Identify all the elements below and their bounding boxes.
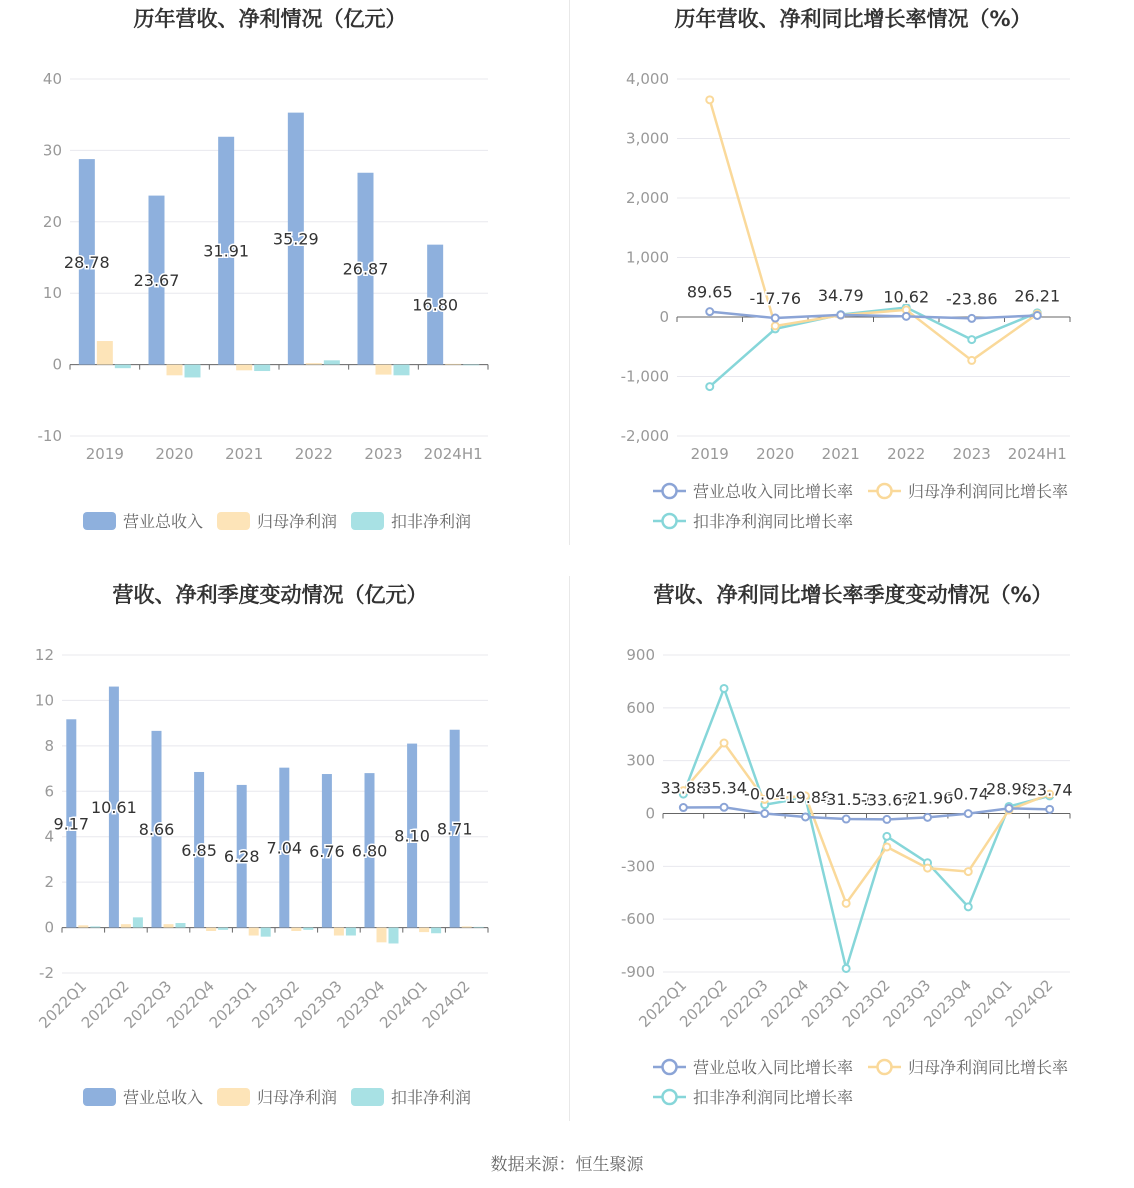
bar-value-label: 16.80 — [412, 295, 459, 315]
y-tick-label: -2 — [39, 964, 54, 982]
line-point — [706, 383, 713, 390]
legend-label: 营业总收入同比增长率 — [693, 1058, 854, 1077]
line-value-label: -17.76 — [749, 289, 802, 309]
x-tick-label: 2022Q4 — [757, 976, 813, 1031]
x-tick-label: 2023Q4 — [920, 976, 976, 1031]
x-tick-label: 2023Q1 — [798, 976, 853, 1031]
line-point — [706, 308, 713, 315]
x-tick-label: 2022 — [887, 445, 926, 463]
legend-label: 扣非净利润同比增长率 — [693, 512, 854, 531]
bar-value-label: 31.91 — [203, 241, 250, 261]
chart-title: 营收、净利同比增长率季度变动情况（%） — [653, 583, 1053, 607]
chart-svg-3 — [567, 576, 1134, 1152]
bar-value-label: 26.87 — [342, 259, 389, 279]
x-tick-label: 2023Q1 — [205, 977, 261, 1032]
x-tick-label: 2023 — [364, 445, 403, 463]
legend-label: 归母净利润同比增长率 — [908, 482, 1069, 501]
bar-net-profit — [121, 924, 131, 927]
bar-deducted-profit — [115, 365, 131, 369]
legend-swatch-marker — [878, 484, 892, 498]
bar-deducted-profit — [389, 928, 399, 944]
line-point — [721, 804, 728, 811]
line-point — [772, 322, 779, 329]
quarterly-growth-rate-chart — [567, 576, 1134, 1152]
x-tick-label: 2023Q3 — [290, 977, 346, 1032]
legend-swatch — [351, 512, 384, 530]
y-tick-label: 10 — [34, 691, 54, 710]
line-point — [924, 865, 931, 872]
x-tick-label: 2023Q2 — [248, 977, 304, 1032]
line-point — [965, 868, 972, 875]
legend-swatch-marker — [663, 1090, 677, 1104]
bar-value-label: 35.29 — [272, 229, 319, 249]
bar-net-profit — [462, 926, 472, 927]
x-tick-label: 2021 — [821, 445, 860, 463]
bar-value-label: 23.67 — [133, 271, 180, 291]
x-tick-label: 2022Q2 — [77, 977, 133, 1032]
bar-value-label: 6.28 — [223, 847, 260, 867]
legend-swatch — [351, 1088, 384, 1106]
y-tick-label: 1,000 — [626, 248, 669, 267]
bar-deducted-profit — [133, 917, 143, 927]
line-point — [968, 336, 975, 343]
x-tick-label: 2023 — [952, 445, 991, 463]
line-series-deducted-profit — [683, 688, 1049, 968]
bar-deducted-profit — [90, 926, 100, 927]
chart-svg-2 — [0, 576, 567, 1152]
y-tick-label: 30 — [42, 141, 62, 160]
bar-deducted-profit — [176, 923, 186, 928]
line-point — [721, 685, 728, 692]
bar-deducted-profit — [254, 365, 270, 371]
chart-title: 历年营收、净利情况（亿元） — [133, 7, 407, 31]
line-value-label: 34.79 — [817, 285, 864, 305]
bar-net-profit — [334, 928, 344, 936]
legend-label: 扣非净利润 — [391, 512, 472, 531]
x-tick-label: 2019 — [690, 445, 729, 463]
x-tick-label: 2024Q2 — [418, 977, 474, 1032]
annual-revenue-profit-chart — [0, 0, 567, 576]
x-tick-label: 2020 — [756, 445, 795, 463]
legend-swatch — [217, 512, 250, 530]
y-tick-label: -600 — [620, 910, 655, 929]
y-tick-label: 300 — [626, 751, 655, 770]
x-tick-label: 2022Q2 — [676, 976, 731, 1031]
bar-deducted-profit — [261, 928, 271, 937]
legend-label: 营业总收入 — [123, 512, 204, 531]
x-tick-label: 2022Q3 — [716, 976, 772, 1031]
line-point — [1046, 806, 1053, 813]
legend-swatch — [83, 512, 116, 530]
x-tick-label: 2024Q1 — [376, 977, 431, 1032]
x-tick-label: 2020 — [155, 445, 194, 463]
y-tick-label: 4,000 — [626, 70, 669, 88]
data-source-note: 数据来源：恒生聚源 — [490, 1155, 644, 1175]
annual-growth-rate-chart — [567, 0, 1134, 576]
bar-net-profit — [167, 365, 183, 376]
line-value-label: -19.88 — [779, 788, 832, 808]
bar-value-label: 6.80 — [351, 841, 388, 861]
x-tick-label: 2024Q1 — [960, 976, 1016, 1031]
y-tick-label: -10 — [37, 427, 62, 445]
line-point — [843, 900, 850, 907]
y-tick-label: 0 — [44, 918, 54, 937]
bar-value-label: 28.78 — [63, 252, 110, 272]
line-point — [680, 804, 687, 811]
chart-title: 营收、净利季度变动情况（亿元） — [112, 583, 428, 607]
x-tick-label: 2024Q2 — [1001, 976, 1057, 1031]
line-value-label: -31.57 — [820, 790, 872, 810]
bar-value-label: 8.10 — [394, 826, 430, 846]
bar-deducted-profit — [303, 928, 313, 930]
bar-net-profit — [249, 928, 259, 936]
bar-deducted-profit — [185, 365, 201, 378]
line-point — [706, 96, 713, 103]
y-tick-label: -2,000 — [620, 427, 669, 445]
line-value-label: -33.67 — [861, 790, 913, 810]
line-point — [721, 740, 728, 747]
line-value-label: 23.74 — [1026, 780, 1073, 800]
y-tick-label: 8 — [44, 736, 54, 755]
x-tick-label: 2022Q1 — [635, 976, 691, 1031]
x-tick-label: 2022Q4 — [163, 977, 218, 1032]
x-tick-label: 2023Q4 — [333, 977, 389, 1032]
bar-net-profit — [291, 928, 301, 931]
legend-label: 扣非净利润 — [391, 1088, 472, 1107]
bar-deducted-profit — [324, 360, 340, 364]
legend-swatch-marker — [663, 514, 677, 528]
y-tick-label: 0 — [52, 355, 62, 374]
line-point — [883, 816, 890, 823]
y-tick-label: 900 — [626, 646, 655, 664]
legend-label: 归母净利润同比增长率 — [908, 1058, 1069, 1077]
legend-swatch — [83, 1088, 116, 1106]
line-point — [883, 843, 890, 850]
bar-net-profit — [445, 364, 461, 365]
y-tick-label: 0 — [659, 308, 669, 326]
line-value-label: 10.62 — [883, 287, 930, 307]
y-tick-label: 6 — [44, 782, 54, 801]
bar-net-profit — [419, 928, 429, 933]
y-tick-label: 20 — [42, 212, 62, 231]
panel-divider-top — [569, 0, 570, 545]
bar-value-label: 8.71 — [436, 819, 473, 839]
line-value-label: -0.74 — [947, 784, 989, 804]
line-value-label: 33.88 — [660, 778, 707, 798]
bar-value-label: 7.04 — [266, 838, 303, 858]
line-point — [924, 814, 931, 821]
legend-swatch-marker — [663, 484, 677, 498]
legend-swatch-marker — [663, 1060, 677, 1074]
bar-deducted-profit — [394, 365, 410, 376]
legend-label: 归母净利润 — [257, 512, 338, 531]
line-value-label: 26.21 — [1014, 286, 1061, 306]
bar-value-label: 6.76 — [309, 841, 345, 861]
bar-value-label: 8.66 — [138, 820, 175, 840]
bar-net-profit — [97, 341, 113, 365]
line-point — [772, 315, 779, 322]
y-tick-label: 0 — [645, 804, 655, 823]
line-point — [837, 311, 844, 318]
line-point — [1005, 805, 1012, 812]
bar-deducted-profit — [474, 927, 484, 928]
line-point — [968, 315, 975, 322]
y-tick-label: 600 — [626, 698, 655, 717]
y-tick-label: 10 — [42, 284, 62, 303]
bar-net-profit — [377, 928, 387, 943]
chart-svg-1 — [567, 0, 1134, 576]
line-point — [843, 816, 850, 823]
line-point — [965, 810, 972, 817]
y-tick-label: -900 — [620, 963, 655, 981]
bar-deducted-profit — [346, 928, 356, 936]
legend-label: 营业总收入 — [123, 1088, 204, 1107]
bar-net-profit — [78, 925, 88, 927]
bar-deducted-profit — [463, 365, 479, 366]
legend-swatch — [217, 1088, 250, 1106]
quarterly-revenue-profit-chart — [0, 576, 567, 1152]
line-value-label: -0.04 — [744, 784, 786, 804]
x-tick-label: 2022Q1 — [35, 977, 91, 1032]
x-tick-label: 2021 — [225, 445, 264, 463]
legend-swatch-marker — [878, 1060, 892, 1074]
line-value-label: 28.98 — [986, 779, 1032, 799]
bar-value-label: 6.85 — [181, 840, 217, 860]
x-tick-label: 2024H1 — [423, 445, 483, 463]
y-tick-label: -300 — [620, 857, 655, 876]
panel-divider-bottom — [569, 576, 570, 1121]
x-tick-label: 2023Q2 — [838, 976, 894, 1031]
line-point — [883, 833, 890, 840]
y-tick-label: 12 — [34, 646, 54, 664]
line-point — [965, 903, 972, 910]
line-value-label: 35.34 — [701, 778, 747, 798]
line-value-label: -23.86 — [945, 289, 998, 309]
legend-label: 营业总收入同比增长率 — [693, 482, 854, 501]
x-tick-label: 2019 — [85, 445, 124, 463]
y-tick-label: -1,000 — [620, 367, 669, 386]
bar-net-profit — [376, 365, 392, 375]
line-point — [903, 313, 910, 320]
x-tick-label: 2022 — [294, 445, 333, 463]
line-value-label: -21.96 — [901, 788, 954, 808]
chart-svg-0 — [0, 0, 567, 576]
y-tick-label: 2,000 — [626, 189, 669, 207]
line-point — [761, 810, 768, 817]
y-tick-label: 2 — [44, 873, 54, 892]
bar-net-profit — [236, 365, 252, 371]
bar-net-profit — [306, 363, 322, 364]
bar-value-label: 9.17 — [53, 814, 90, 834]
legend-label: 归母净利润 — [257, 1088, 338, 1107]
bar-net-profit — [206, 928, 216, 931]
legend-label: 扣非净利润同比增长率 — [693, 1088, 854, 1107]
line-series-net-profit — [683, 743, 1049, 903]
y-tick-label: 40 — [42, 70, 62, 88]
x-tick-label: 2023Q3 — [879, 976, 935, 1031]
y-tick-label: 4 — [44, 827, 54, 846]
x-tick-label: 2022Q3 — [120, 977, 176, 1032]
bar-deducted-profit — [431, 928, 441, 934]
bar-value-label: 10.61 — [90, 798, 137, 818]
line-point — [968, 357, 975, 364]
bar-net-profit — [164, 924, 174, 927]
bar-deducted-profit — [218, 928, 228, 930]
chart-title: 历年营收、净利同比增长率情况（%） — [674, 7, 1032, 31]
line-point — [843, 965, 850, 972]
line-value-label: 89.65 — [686, 282, 733, 302]
x-tick-label: 2024H1 — [1007, 445, 1067, 463]
line-point — [1034, 312, 1041, 319]
line-point — [802, 814, 809, 821]
y-tick-label: 3,000 — [626, 129, 669, 148]
